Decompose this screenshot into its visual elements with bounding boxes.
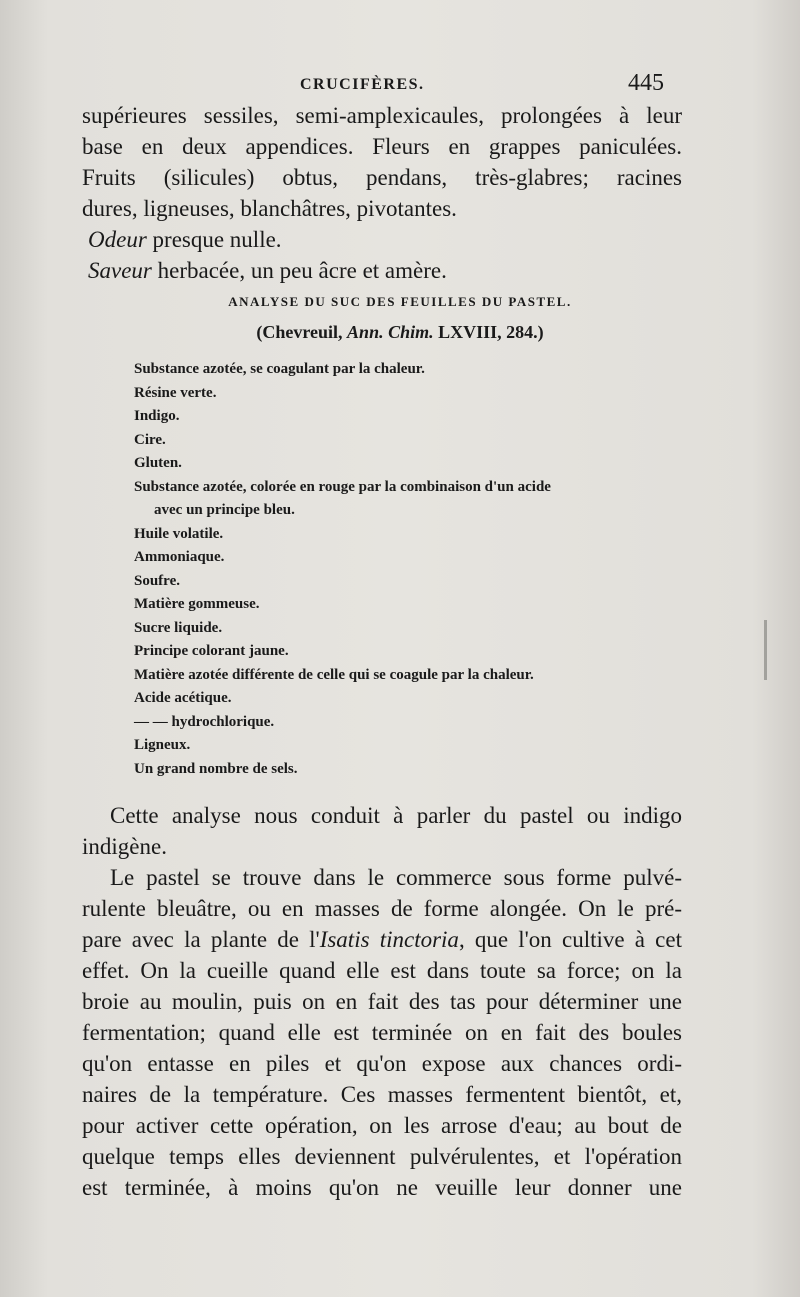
saveur-text: herbacée, un peu âcre et amère. <box>151 258 447 283</box>
saveur-line <box>82 255 682 286</box>
odeur-label: Odeur <box>88 227 147 252</box>
text-line <box>82 924 682 955</box>
list-item: Acide acétique. <box>134 690 232 706</box>
list-item: Résine verte. <box>134 384 217 401</box>
list-item: Matière azotée différente de celle qui se coagule par la chaleur. <box>134 666 534 683</box>
text-line: quelque temps elles deviennent pulvérulentes, et l'opération <box>82 1144 682 1169</box>
running-head: CRUCIFÈRES. <box>300 76 425 93</box>
text-line: pour activer cette opération, on les arrose d'eau; au bout de <box>82 1113 682 1138</box>
text-fragment: , que l'on cultive à cet <box>458 927 682 952</box>
text-line: Cette analyse nous conduit à parler du pastel ou indigo <box>110 803 682 828</box>
text-line: indigène. <box>82 834 167 859</box>
text-line: dures, ligneuses, blanchâtres, pivotantes. <box>82 196 457 221</box>
saveur-label: Saveur <box>88 258 152 283</box>
margin-mark <box>764 620 767 680</box>
components-list <box>134 358 674 781</box>
list-item: Principe colorant jaune. <box>134 643 289 659</box>
list-item: Huile volatile. <box>134 525 224 542</box>
analysis-source <box>0 322 800 343</box>
text-line: rulente bleuâtre, ou en masses de forme alongée. On le pré- <box>82 896 682 921</box>
list-item: Ammoniaque. <box>134 549 225 565</box>
page-header <box>0 70 800 100</box>
text-line: supérieures sessiles, semi-amplexicaules, prolongées à leur <box>82 103 682 128</box>
text-line: naires de la température. Ces masses fermentent bientôt, et, <box>82 1082 682 1107</box>
list-item: Gluten. <box>134 455 182 471</box>
text-line: effet. On la cueille quand elle est dans toute sa force; on la <box>82 958 682 983</box>
text-line: qu'on entasse en piles et qu'on expose aux chances ordi- <box>82 1051 682 1076</box>
text-line: base en deux appendices. Fleurs en grappes paniculées. <box>82 134 682 159</box>
list-item-text: Substance azotée, colorée en rouge par la combinaison d'un acide <box>134 478 551 495</box>
description-paragraph <box>82 100 682 286</box>
list-item: Cire. <box>134 431 166 448</box>
list-item: Ligneux. <box>134 737 191 753</box>
text-line: Fruits (silicules) obtus, pendans, très-glabres; racines <box>82 165 682 190</box>
list-item: — — hydrochlorique. <box>134 713 275 730</box>
text-line: fermentation; quand elle est terminée on en fait des boules <box>82 1020 682 1045</box>
analysis-title: ANALYSE DU SUC DES FEUILLES DU PASTEL. <box>228 294 572 309</box>
list-item: Sucre liquide. <box>134 619 223 636</box>
text-line: est terminée, à moins qu'on ne veuille leur donner une <box>82 1175 682 1200</box>
list-item: Substance azotée, se coagulant par la chaleur. <box>134 361 425 377</box>
text-line: Le pastel se trouve dans le commerce sous forme pulvé- <box>110 865 682 890</box>
text-line: broie au moulin, puis on en fait des tas pour déterminer une <box>82 989 682 1014</box>
odeur-text: presque nulle. <box>146 227 282 252</box>
list-item: Matière gommeuse. <box>134 596 260 612</box>
page-number: 445 <box>628 70 664 96</box>
body-text <box>82 800 682 1203</box>
list-item-continuation: avec un principe bleu. <box>154 502 295 518</box>
source-author: (Chevreuil, <box>256 322 348 342</box>
text-fragment: pare avec la plante de l' <box>82 927 320 952</box>
source-reference: LXVIII, 284.) <box>433 322 544 342</box>
odeur-line <box>82 224 682 255</box>
species-name: Isatis tinctoria <box>319 927 459 952</box>
list-item: Indigo. <box>134 408 180 424</box>
source-journal: Ann. Chim. <box>347 322 434 342</box>
list-item <box>134 476 674 523</box>
list-item: Soufre. <box>134 572 180 589</box>
list-item: Un grand nombre de sels. <box>134 760 298 777</box>
